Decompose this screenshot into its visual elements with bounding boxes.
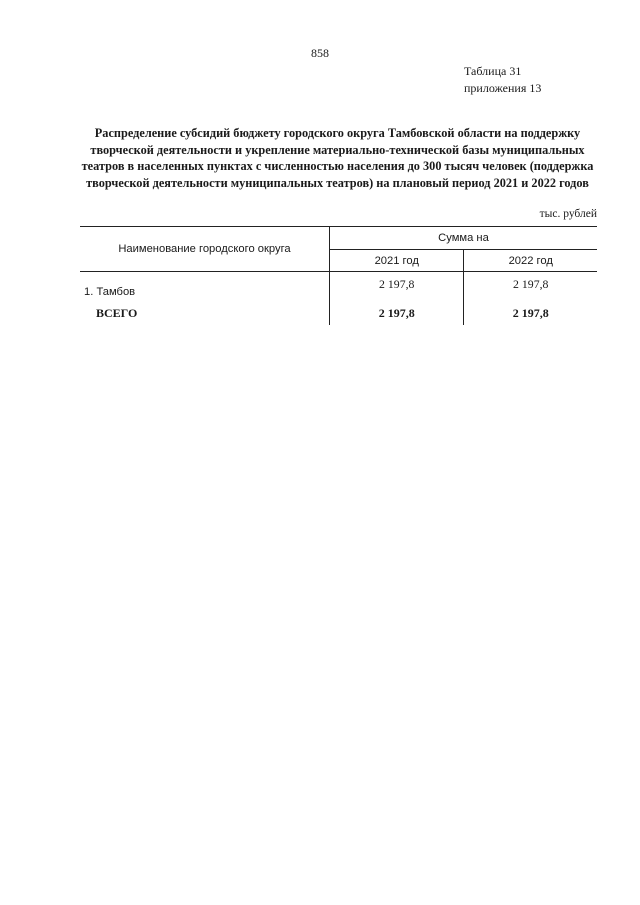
- row-value-2021: 2 197,8: [330, 272, 464, 302]
- header-district-name: Наименование городского округа: [80, 227, 330, 272]
- row-district-name: 1. Тамбов: [80, 272, 330, 302]
- document-title: Распределение субсидий бюджету городского округа Тамбовской области на поддержку творческой деятельности и укрепление материально-технической базы муниципальных театров в населенных пунктах с численностью населения до 300 тысяч человек (поддержка творческой деятельности муниципальных театров) на плановый период 2021 и 2022 годов: [81, 126, 594, 190]
- row-value-2022: 2 197,8: [513, 277, 549, 291]
- subsidy-table: [80, 226, 597, 325]
- units-label: тыс. рублей: [539, 208, 597, 220]
- table-row: [80, 272, 597, 302]
- table-number: Таблица 31: [464, 64, 522, 78]
- table-reference: [464, 63, 541, 97]
- total-value-2021: 2 197,8: [330, 301, 464, 325]
- total-label: ВСЕГО: [80, 301, 330, 325]
- header-sum-group: Сумма на: [330, 227, 598, 250]
- appendix-number: приложения 13: [464, 81, 542, 95]
- page-number: 858: [311, 46, 329, 60]
- header-year-2022: 2022 год: [464, 250, 597, 272]
- header-year-2021: 2021 год: [330, 250, 464, 272]
- total-row: [80, 301, 597, 325]
- total-value-2022: 2 197,8: [512, 305, 549, 320]
